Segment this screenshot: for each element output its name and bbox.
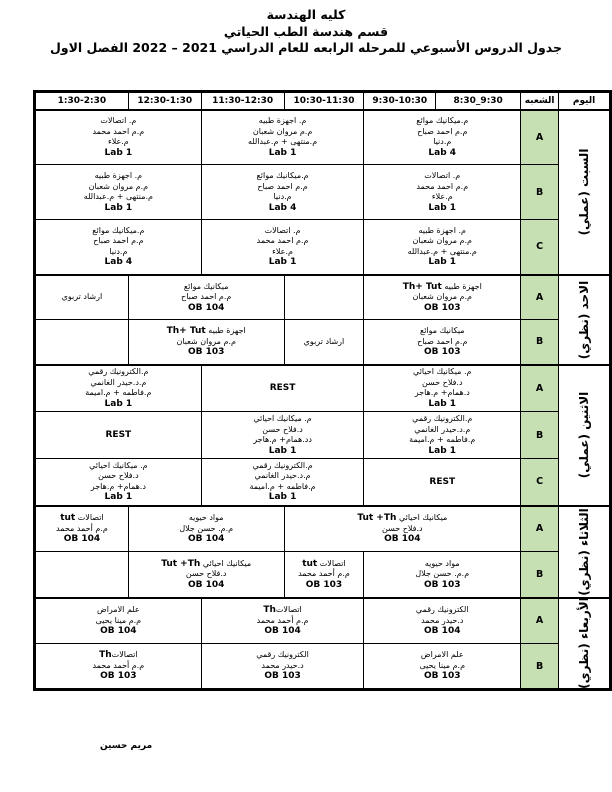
session-line: م.ميكانيك موائع [416,116,469,126]
session-line: اجهزة طبيه Th+ Tut [166,326,246,336]
session-line: م.علاء [431,192,453,201]
session-line: م.م احمد محمد [416,181,469,191]
session-cell [128,506,284,552]
session-cell [364,412,521,459]
session-line: م.م. حسن جلال [179,523,234,533]
session-cell [35,506,129,552]
section-cell: A [521,506,559,552]
session-line: علم الامراض [420,650,464,660]
session-cell [364,644,521,690]
session-line: OB 104 [63,534,101,544]
session-line: Lab 1 [268,257,297,268]
session-line: م.الكترونيك رقمي [88,367,149,377]
session-line: د.همام+ م.هاجر [414,388,470,398]
session-line: REST [429,476,456,487]
session-line: م.م مروان شعبان [412,292,472,301]
session-line: REST [269,383,296,393]
session-line: مواد حيويه [188,513,224,522]
session-line: OB 103 [187,347,225,357]
session-line: OB 104 [187,302,225,313]
section-cell: C [521,459,559,506]
session-line: OB 104 [187,534,225,544]
day-label: الاحد (نظري) [577,280,592,359]
session-cell [364,275,521,320]
session-line: الكترونيك رقمي [415,605,469,614]
session-line: OB 103 [424,302,461,313]
day-header-cell: اليوم [559,92,611,110]
session-line: م.ميكانيك موائع [256,171,309,180]
session-cell [35,110,202,165]
session-line: Lab 1 [428,202,457,213]
session-line: م.م مينا يحيى [419,660,466,670]
session-line: Lab 1 [104,398,133,409]
session-line: م.فاطمه + م.اميمة [85,388,152,398]
session-line: م.فاطمه + م.اميمة [409,435,476,444]
session-line: Lab 1 [268,147,297,158]
session-line: م.ميكانيك موائع [92,225,145,235]
session-line: Lab 1 [268,445,297,456]
session-cell [364,165,521,220]
time-header-cell: 11:30-12:30 [201,92,284,110]
session-line: م.دنيا [433,137,452,147]
session-line: م.د.حيدر الغانمي [90,377,147,387]
session-cell [364,552,521,598]
session-line: Lab 1 [268,492,297,503]
session-cell [201,365,364,412]
day-cell [559,506,611,598]
session-cell [201,644,364,690]
session-line: م.م احمد صباح [181,292,232,301]
session-cell [128,552,284,598]
session-line: م. اتصالات [264,225,301,235]
session-line: OB 104 [424,626,461,636]
empty-cell [35,320,129,365]
session-line: OB 104 [384,534,421,544]
session-line: م.م مينا يحيى [95,615,142,625]
session-line: اتصالاتTh [99,650,138,661]
session-line: Lab 4 [428,147,457,158]
section-cell: B [521,412,559,459]
session-cell [35,220,202,275]
session-line: Lab 1 [428,257,457,268]
session-line: الكترونيك رقمي [256,650,309,660]
session-line: د.فلاح حسن [185,569,227,578]
day-label: الاثنين (عملي) [577,391,592,479]
session-cell [201,220,364,275]
session-line: م.م احمد محمد [92,126,145,136]
section-cell: A [521,110,559,165]
session-line: م.علاء [272,246,293,256]
time-header-cell: 12:30-1:30 [128,92,201,110]
title-department: قسم هندسة الطب الحياتي [223,23,389,39]
session-line: م.منتهى + م.عبدالله [247,137,318,147]
session-line: م.م احمد صباح [257,181,308,191]
session-line: م. اجهزة طبيه [94,171,143,180]
session-cell [364,459,521,506]
session-line: Lab 1 [104,492,133,503]
time-header-cell: 9:30-10:30 [364,92,436,110]
session-line: دد.همام+ م.هاجر [253,435,312,444]
section-cell: A [521,598,559,644]
session-line: م. اجهزة طبيه [418,225,467,235]
session-line: م. اتصالات [424,171,461,180]
session-cell [201,459,364,506]
session-line: م.علاء [107,137,129,147]
session-line: Lab 4 [104,257,133,268]
session-line: م.م أحمد محمد [256,615,309,625]
session-cell [201,412,364,459]
session-cell [35,644,202,690]
session-line: م.دنيا [109,246,128,256]
session-line: Lab 4 [268,202,297,213]
session-line: م.م احمد محمد [256,236,309,246]
session-line: Lab 1 [428,445,457,456]
session-line: OB 104 [264,626,301,636]
session-cell [35,598,202,644]
session-cell [364,365,521,412]
session-line: م.م أحمد محمد [56,523,108,533]
schedule-table [33,90,612,691]
session-cell [201,598,364,644]
session-line: م.م مروان شعبان [412,236,472,246]
section-cell: B [521,644,559,690]
session-line: ميكانيك احيائي Tut +Th [357,513,448,523]
session-line: م.فاطمه + م.اميمة [249,481,316,491]
session-line: م.م احمد صباح [93,236,144,246]
session-line: OB 103 [424,671,461,682]
session-line: Lab 1 [104,202,133,213]
day-cell [559,110,611,275]
session-line: ارشاد تربوي [303,336,345,346]
session-cell [284,506,521,552]
session-line: م. اجهزة طبيه [258,116,307,126]
time-header-cell: 1:30-2:30 [35,92,129,110]
session-line: OB 103 [424,347,461,357]
session-cell [128,275,284,320]
session-cell [128,320,284,365]
session-cell [35,459,202,506]
session-line: م. ميكانيك احيائي [253,414,312,423]
session-line: REST [105,429,132,440]
empty-cell [35,552,129,598]
session-cell [201,165,364,220]
session-line: ميكانيك احيائي Tut +Th [161,558,252,569]
session-line: م.منتهى + م.عبدالله [83,192,153,201]
session-cell [364,598,521,644]
session-cell [364,110,521,165]
session-line: اتصالات tut [302,558,346,569]
session-line: OB 104 [187,579,225,590]
session-line: د.فلاح حسن [262,424,303,434]
session-line: م.م مروان شعبان [176,336,236,346]
session-line: د.حيدر محمد [261,660,304,670]
session-cell [35,412,202,459]
session-line: اتصالاتTh [263,605,302,615]
session-line: Lab 1 [428,398,457,409]
session-line: د.همام+ م.هاجر [90,481,146,491]
session-line: OB 104 [100,626,137,636]
session-line: م.م أحمد محمد [92,660,145,670]
session-line: م.م. حسن جلال [415,569,470,578]
session-line: م.د.حيدر الغانمي [254,471,311,481]
session-line: OB 103 [305,579,343,590]
session-line: علم الامراض [97,605,140,614]
session-cell [364,320,521,365]
session-line: مواد حيويه [424,558,460,568]
signature: مريم حسين [100,741,153,751]
session-line: اجهزة طبيه Th+ Tut [402,281,482,292]
session-cell [35,275,129,320]
section-cell: A [521,275,559,320]
session-cell [364,220,521,275]
session-line: م.م أحمد محمد [298,569,350,578]
session-cell [201,110,364,165]
session-line: اتصالات tut [60,513,104,523]
session-line: OB 103 [264,671,301,682]
session-line: Lab 1 [104,147,133,158]
section-cell: A [521,365,559,412]
session-line: م.الكترونيك رقمي [412,414,473,423]
section-header-cell: الشعبه [521,92,559,110]
session-line: ميكانيك موائع [183,281,229,291]
title-college: كليه الهندسة [266,7,346,22]
day-label: الأربعاء (نظري) [577,597,592,690]
section-cell: C [521,220,559,275]
session-cell [35,365,202,412]
time-header-cell: 10:30-11:30 [284,92,364,110]
empty-cell [284,275,364,320]
day-cell [559,598,611,690]
session-cell [35,165,202,220]
session-line: م. ميكانيك احيائي [413,367,472,377]
title-schedule: جدول الدروس الأسبوعي للمرحله الرابعه للعام الدراسي 2021 – 2022 الفصل الاول [49,40,562,55]
session-cell [284,320,364,365]
session-line: م.منتهى + م.عبدالله [407,246,477,256]
session-line: د.فلاح حسن [382,523,423,533]
session-line: OB 103 [100,671,137,682]
session-line: د.فلاح حسن [421,377,463,387]
day-label: السبت (عملي) [577,148,592,236]
day-cell [559,365,611,506]
session-line: م. ميكانيك احيائي [89,460,148,470]
session-line: م.دنيا [273,192,292,201]
session-line: م.م احمد صباح [417,126,468,136]
session-line: ارشاد تربوي [61,292,103,301]
session-line: OB 103 [424,579,461,590]
session-line: م.م مروان شعبان [252,126,313,136]
day-cell [559,275,611,365]
document-header [0,0,612,57]
session-line: ميكانيك موائع [419,326,465,335]
session-line: م.الكترونيك رقمي [252,460,313,470]
session-line: م.م مروان شعبان [88,181,149,191]
session-cell [284,552,364,598]
section-cell: B [521,165,559,220]
session-line: د.حيدر محمد [421,615,464,625]
section-cell: B [521,320,559,365]
section-cell: B [521,552,559,598]
session-line: د.فلاح حسن [98,471,139,481]
session-line: م. اتصالات [100,116,137,126]
session-line: م.م احمد صباح [417,336,468,346]
day-label: الثلاثاء (نظري) [577,507,592,596]
session-line: م.د.حيدر الغانمي [414,424,471,434]
time-header-cell: 8:30_9:30 [436,92,521,110]
